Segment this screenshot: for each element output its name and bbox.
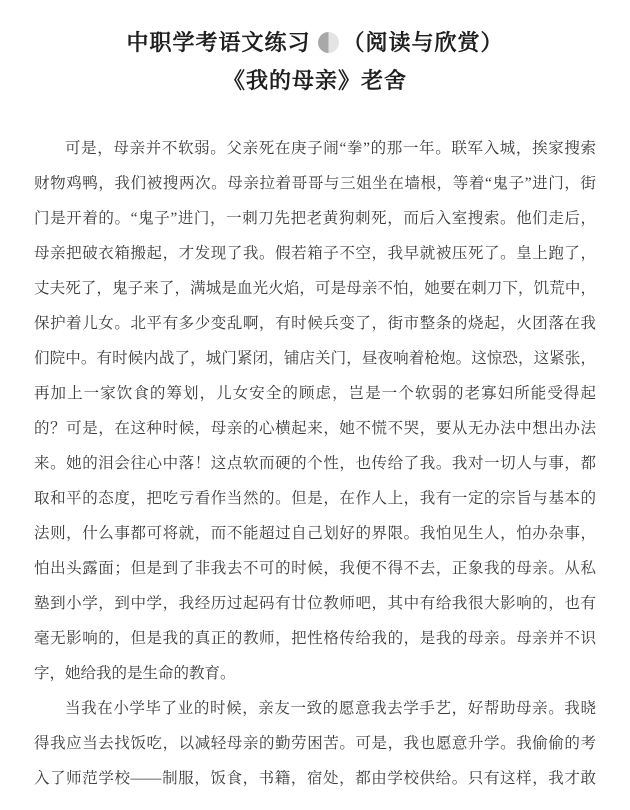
title-line-2: 《我的母亲》老舍 [222,68,407,93]
text-line: 字，她给我的是生命的教育。 [34,665,236,682]
text-line: 取和平的态度，把吃亏看作当然的。但是，在作人上，我有一定的宗旨与基本的 [34,490,596,507]
document-title [0,0,630,100]
text-line: 法则，什么事都可将就，而不能超过自己划好的界限。我怕见生人，怕办杂事， [34,525,596,542]
title-text-suffix: （阅读与欣赏） [342,30,504,55]
text-line: 母亲把破衣箱搬起，才发现了我。假若箱子不空，我早就被压死了。皇上跑了， [34,245,596,262]
text-line: 们院中。有时候内战了，城门紧闭，铺店关门，昼夜响着枪炮。这惊恐，这紧张， [34,350,596,367]
text-line: 再加上一家饮食的筹划，儿女安全的顾虑，岂是一个软弱的老寡妇所能受得起 [34,385,596,402]
title-text-prefix: 中职学考语文练习 [126,30,311,55]
text-line: 丈夫死了，鬼子来了，满城是血光火焰，可是母亲不怕，她要在刺刀下，饥荒中， [34,280,596,297]
text-line: 塾到小学，到中学，我经历过起码有廿位教师吧，其中有给我很大影响的，也有 [34,595,596,612]
text-line: 来。她的泪会往心中落！这点软而硬的个性，也传给了我。我对一切人与事，都 [34,455,596,472]
text-line: 入了师范学校——制服，饭食，书籍，宿处，都由学校供给。只有这样，我才敢 [34,770,596,787]
half-shaded-circle-icon [318,32,339,53]
text-line: 的？可是，在这种时候，母亲的心横起来，她不慌不哭，要从无办法中想出办法 [34,420,596,437]
text-line: 当我在小学毕了业的时候，亲友一致的愿意我去学手艺，好帮助母亲。我晓 [65,700,596,717]
text-line: 门是开着的。“鬼子”进门，一刺刀先把老黄狗刺死，而后入室搜索。他们走后， [34,210,596,227]
text-line: 财物鸡鸭，我们被搜两次。母亲拉着哥哥与三姐坐在墙根，等着“鬼子”进门，街 [34,175,596,192]
text-line: 怕出头露面；但是到了非我去不可的时候，我便不得不去，正象我的母亲。从私 [34,560,596,577]
text-line: 保护着儿女。北平有多少变乱啊，有时候兵变了，街市整条的烧起，火团落在我 [34,315,596,332]
text-line: 毫无影响的，但是我的真正的教师，把性格传给我的，是我的母亲。母亲并不识 [34,630,596,647]
text-line: 可是，母亲并不软弱。父亲死在庚子闹“拳”的那一年。联军入城，挨家搜索 [65,140,596,157]
text-line: 得我应当去找饭吃，以减轻母亲的勤劳困苦。可是，我也愿意升学。我偷偷的考 [34,735,596,752]
title-line-1 [0,24,630,62]
article-body [34,131,596,796]
